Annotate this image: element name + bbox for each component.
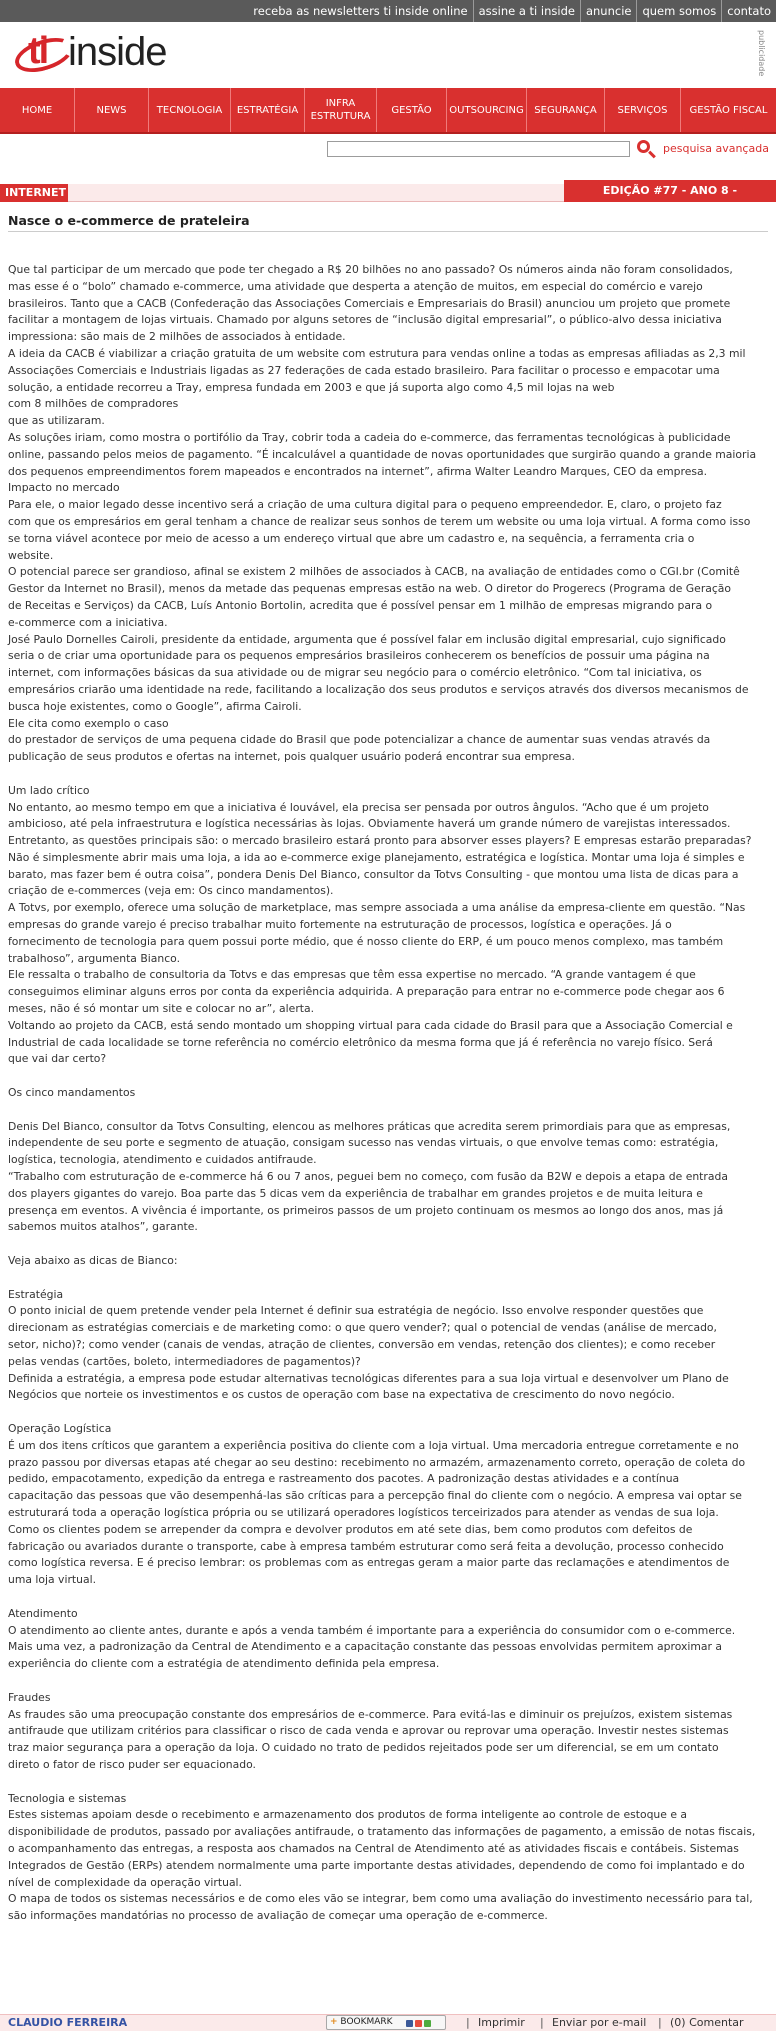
footer-separator: |	[540, 2016, 544, 2029]
article-line: pelas vendas (cartões, boleto, intermediadores de pagamentos)?	[8, 1354, 361, 1368]
article-line: Gestor da Internet no Brasil), menos da metade das pequenas empresas estão na web. O diretor do Progerecs (Programa de Geração	[8, 582, 732, 596]
blank-line	[8, 1774, 772, 1791]
article-line: É um dos itens críticos que garantem a experiência positiva do cliente com a loja virtual. Uma mercadoria entregue corretamente e no	[8, 1438, 739, 1452]
article-line: com que os empresários em geral tenham a chance de realizar seus sonhos de terem um website ou uma loja virtual. A forma como isso	[8, 514, 751, 528]
article-line: barato, mas fazer bem é outra coisa”, pondera Denis Del Bianco, consultor da Totvs Consulting - que montou uma lista de dicas para a	[8, 867, 739, 881]
article-line: estruturará toda a operação logística própria ou se utilizará operadores logísticos terceirizados para atender as vendas de sua loja.	[8, 1505, 719, 1519]
article-line: independente de seu porte e segmento de atuação, consigam sucesso nas vendas virtuais, o que envolve temas como: estratégia,	[8, 1136, 719, 1150]
logo-ti-text: ti	[28, 30, 48, 72]
article-line: Ele cita como exemplo o caso	[8, 716, 169, 730]
article-line: e-commerce com a iniciativa.	[8, 615, 168, 629]
newsletter-link[interactable]: receba as newsletters ti inside online	[253, 4, 468, 18]
article-line: capacitação das pessoas que vão desempenhá-las são críticas para a percepção final do cliente com o negócio. A empresa vai optar se	[8, 1489, 742, 1503]
contact-link[interactable]: contato	[721, 0, 776, 22]
article-line: facilitar a montagem de lojas virtuais. Chamado por alguns setores de “inclusão digital empresarial”, o público-alvo dessa iniciativa	[8, 313, 722, 327]
search-input[interactable]	[327, 141, 630, 157]
article-line: A Totvs, por exemplo, oferece uma solução de marketplace, mas sempre associada a uma análise da empresa-cliente em questão. “Nas	[8, 901, 746, 915]
article-line: meses, não é só montar um site e colocar no ar”, alerta.	[8, 1002, 315, 1016]
article-line: Industrial de cada localidade se torne referência no comércio eletrônico da mesma forma que já é referência no varejo físico. Será	[8, 1035, 713, 1049]
top-utility-bar	[0, 0, 776, 22]
article-line: direcionam as estratégias comerciais e de marketing como: o que quero vender?; qual o potencial de vendas (análise de mercado,	[8, 1321, 717, 1335]
bookmark-button[interactable]	[326, 2015, 446, 2030]
article-line: O mapa de todos os sistemas necessários e de como eles vão se integrar, bem como uma avaliação do investimento necessário para tal,	[8, 1892, 753, 1906]
article-line: Os cinco mandamentos	[8, 1086, 136, 1100]
print-link[interactable]: Imprimir	[478, 2016, 525, 2029]
ad-label-text: publicidade	[757, 30, 766, 77]
search-icon[interactable]	[636, 139, 656, 159]
article-line: Estratégia	[8, 1287, 64, 1301]
article-line: empresários criarão uma identidade na rede, facilitando a localização dos seus produtos e serviços através dos diversos mecanismos de	[8, 682, 749, 696]
author-link[interactable]: CLAUDIO FERREIRA	[8, 2016, 128, 2029]
social-icon-red	[415, 2020, 422, 2027]
article-line: Negócios que norteie os investimentos e os custos de operação com base na expectativa de crescimento do novo negócio.	[8, 1388, 675, 1402]
blank-line	[8, 1589, 772, 1606]
article-line: Impacto no mercado	[8, 481, 120, 495]
edition-tag: EDIÇÃO #77 - ANO 8 - MARÇO/2012	[564, 180, 776, 202]
bookmark-label: BOOKMARK	[340, 2017, 393, 2027]
section-tag[interactable]: INTERNET	[0, 184, 68, 202]
article-line: nível de complexidade da operação virtual.	[8, 1875, 242, 1889]
social-icons	[406, 2019, 442, 2027]
article-line: Atendimento	[8, 1606, 78, 1620]
article-line: Um lado crítico	[8, 783, 90, 797]
article-line: Entretanto, as questões principais são: o mercado brasileiro estará pronto para absorver esses players? E empresas estarão preparadas?	[8, 834, 752, 848]
article-line: Integrados de Gestão (ERPs) atendem normalmente uma parte importante destas atividades, dependendo de como foi implantado e do	[8, 1858, 745, 1872]
top-links	[248, 0, 776, 22]
blank-line	[8, 766, 772, 783]
social-icon-green	[424, 2020, 431, 2027]
article-line: do prestador de serviços de uma pequena cidade do Brasil que pode potencializar a chance de aumentar suas vendas através da	[8, 733, 711, 747]
article-line: Para ele, o maior legado desse incentivo será a criação de uma cultura digital para o pequeno empreendedor. E, claro, o projeto faz	[8, 498, 722, 512]
site-logo[interactable]	[14, 30, 214, 78]
article-line: Ele ressalta o trabalho de consultoria da Totvs e das empresas que têm essa expertise no mercado. “A grande vantagem é que	[8, 968, 696, 982]
article-line: Tecnologia e sistemas	[8, 1791, 127, 1805]
title-divider	[8, 231, 768, 232]
article-line: Denis Del Bianco, consultor da Totvs Consulting, elencou as melhores práticas que acredita serem primordiais para que as empresas,	[8, 1119, 731, 1133]
article-line: online, passando pelos meios de pagamento. “É incalculável a quantidade de novas oportunidades que surgirão quando a grande maioria	[8, 447, 757, 461]
article-line: O potencial parece ser grandioso, afinal se existem 2 milhões de associados à CACB, na avaliação de entidades como o CGI.br (Comitê	[8, 565, 740, 579]
article-line: Voltando ao projeto da CACB, está sendo montado um shopping virtual para cada cidade do Brasil para que a Associação Comercial e	[8, 1018, 733, 1032]
footer-separator: |	[658, 2016, 662, 2029]
blank-line	[8, 1068, 772, 1085]
article-line: empresas do grande varejo é preciso trabalhar muito fortemente na estruturação de processos, logística e operações. Já o	[8, 918, 672, 932]
article-line: traz maior segurança para a operação da loja. O cuidado no trato de pedidos rejeitados pode ser um diferencial, se em um contato	[8, 1741, 719, 1755]
nav-item-seguranca[interactable]: SEGURANÇA	[526, 88, 604, 132]
article-body	[8, 262, 772, 1925]
article-line: são informações mandatórias no processo de avaliação de começar uma operação de e-commerce.	[8, 1909, 548, 1923]
article-line: Mais uma vez, a padronização da Central de Atendimento e a capacitação constante das pessoas envolvidas permitem aproximar a	[8, 1640, 722, 1654]
article-line: brasileiros. Tanto que a CACB (Confederação das Associações Comerciais e Empresariais do Brasil) anunciou um projeto que promete	[8, 296, 731, 310]
blank-line	[8, 1404, 772, 1421]
subscribe-link[interactable]: assine a ti inside	[473, 0, 580, 22]
article-line: solução, a entidade recorreu a Tray, empresa fundada em 2003 e que já suporta algo como 4,5 mil lojas na web	[8, 380, 615, 394]
article-line: prazo passou por diversas etapas até chegar ao seu destino: recebimento no armazém, armazenamento correto, operação de coleta do	[8, 1455, 746, 1469]
article-line: Veja abaixo as dicas de Bianco:	[8, 1254, 178, 1268]
article-line: Que tal participar de um mercado que pode ter chegado a R$ 20 bilhões no ano passado? Os números ainda não foram consolidados,	[8, 263, 733, 276]
article-line: seria o de criar uma oportunidade para os pequenos empresários brasileiros conhecerem os benefícios de possuir uma página na	[8, 649, 710, 663]
article-line: de Receitas e Serviços) da CACB, Luís Antonio Bortolin, acredita que é possível pensar em 1 milhão de empresas migrando para o	[8, 598, 713, 612]
article-line: Associações Comerciais e Industriais ligadas as 27 federações de cada estado brasileiro. Para facilitar o processo e empacotar uma	[8, 363, 720, 377]
nav-item-home[interactable]: HOME	[21, 104, 53, 116]
article-line: impressiona: são mais de 2 milhões de associados à entidade.	[8, 330, 346, 344]
article-line: Estes sistemas apoiam desde o recebimento e armazenamento dos produtos de forma inteligente ao controle de estoque e a	[8, 1808, 688, 1822]
blank-line	[8, 1673, 772, 1690]
nav-item-servicos[interactable]: SERVIÇOS	[604, 88, 680, 132]
advertise-link[interactable]: anuncie	[580, 0, 637, 22]
article-line: criação de e-commerces (veja em: Os cinco mandamentos).	[8, 884, 334, 898]
nav-item-outsourcing[interactable]: OUTSOURCING	[446, 88, 526, 132]
article-line: As soluções iriam, como mostra o portifólio da Tray, cobrir toda a cadeia do e-commerce, das ferramentas tecnológicas à publicidade	[8, 430, 731, 444]
article-line: A ideia da CACB é viabilizar a criação gratuita de um website com estrutura para vendas online a todas as empresas afiliadas as 2,3 mil	[8, 346, 746, 360]
nav-item-gestao[interactable]: GESTÃO	[376, 88, 446, 132]
nav-item-infraestrutura[interactable]: INFRA ESTRUTURA	[304, 88, 376, 132]
article-line: como logística reversa. E é preciso lembrar: os problemas com as entregas geram a maior parte das reclamações e atendimentos de	[8, 1556, 730, 1570]
article-line: trabalhoso”, argumenta Bianco.	[8, 951, 181, 965]
blank-line	[8, 1102, 772, 1119]
footer-separator: |	[466, 2016, 470, 2029]
blank-line	[8, 1236, 772, 1253]
article-line: fornecimento de tecnologia para quem possui porte médio, que é nosso cliente do ERP, é um pouco menos complexo, mas também	[8, 934, 724, 948]
article-line: O atendimento ao cliente antes, durante e após a venda também é importante para a experiência do consumidor com o e-commerce.	[8, 1623, 736, 1637]
article-line: experiência do cliente com a estratégia de atendimento definida pela empresa.	[8, 1657, 440, 1671]
article-line: se torna viável acontece por meio de acesso a um endereço virtual que abre um cadastro e, na sequência, a ferramenta cria o	[8, 531, 695, 545]
article-line: disponibilidade de produtos, passado por avaliações antifraude, o tratamento das informações de pagamento, a emissão de notas fiscais,	[8, 1825, 756, 1839]
article-line: “Trabalho com estruturação de e-commerce há 6 ou 7 anos, peguei bem no começo, com fusão da B2W e depois a etapa de entrada	[8, 1170, 728, 1184]
comment-link[interactable]: (0) Comentar	[670, 2016, 744, 2029]
nav-item-estrategia[interactable]: ESTRATÉGIA	[230, 88, 304, 132]
article-line: O ponto inicial de quem pretende vender pela Internet é definir sua estratégia de negócio. Isso envolve responder questões que	[8, 1304, 704, 1318]
article-line: conseguimos eliminar alguns erros por conta da experiência adquirida. A preparação para entrar no e-commerce pode chegar aos 6	[8, 985, 725, 999]
about-us-link[interactable]: quem somos	[636, 0, 721, 22]
nav-item-gestao-fiscal[interactable]: GESTÃO FISCAL	[680, 88, 776, 132]
social-icon-blue	[406, 2020, 413, 2027]
bookmark-plus-icon: +	[330, 2017, 338, 2027]
search-handle-shape	[648, 151, 656, 159]
nav-item-tecnologia[interactable]: TECNOLOGIA	[148, 88, 230, 132]
main-navigation	[0, 88, 776, 134]
article-line: logística, tecnologia, atendimento e cuidados antifraude.	[8, 1153, 317, 1167]
article-line: setor, nicho)?; como vender (canais de vendas, atração de clientes, conversão em vendas, retenção dos clientes); e como receber	[8, 1338, 716, 1351]
article-line: ambicioso, até pela infraestrutura e logística necessárias às lojas. Obviamente haverá um grande número de varejistas interessados.	[8, 817, 731, 831]
article-line: Não é simplesmente abrir mais uma loja, a ida ao e-commerce exige planejamento, estratégica e logística. Montar uma loja é simples e	[8, 850, 745, 864]
email-link[interactable]: Enviar por e-mail	[552, 2016, 647, 2029]
article-line: As fraudes são uma preocupação constante dos empresários de e-commerce. Para evitá-las e diminuir os prejuízos, existem sistemas	[8, 1707, 733, 1721]
article-line: com 8 milhões de compradores	[8, 397, 179, 411]
article-line: Como os clientes podem se arrepender da compra e devolver produtos em até sete dias, bem como produtos com defeitos de	[8, 1522, 693, 1536]
blank-line	[8, 1270, 772, 1287]
article-line: o acompanhamento das entregas, a resposta aos chamados na Central de Atendimento até as atividades fiscais e contábeis. Sistemas	[8, 1841, 739, 1855]
ad-label	[757, 30, 771, 90]
article-line: uma loja virtual.	[8, 1573, 97, 1587]
article-line: Definida a estratégia, a empresa pode estudar alternativas tecnológicas diferentes para a sua loja virtual e desenvolver um Plano de	[8, 1371, 729, 1385]
nav-item-news[interactable]: NEWS	[74, 88, 148, 132]
article-line: José Paulo Dornelles Cairoli, presidente da entidade, argumenta que é possível falar em inclusão digital empresarial, cujo significado	[8, 632, 726, 646]
article-line: presença em eventos. A vivência é importante, os primeiros passos de um projeto continuam os mesmos ao longo dos anos, mas já	[8, 1203, 724, 1217]
article-line: publicação de seus produtos e ofertas na internet, pois qualquer usuário poderá encontrar sua empresa.	[8, 750, 575, 764]
article-line: que as utilizaram.	[8, 414, 105, 428]
article-line: Fraudes	[8, 1690, 51, 1704]
article-line: mas esse é o “bolo” chamado e-commerce, uma atividade que desperta a atenção de muitos, em especial do comércio e varejo	[8, 279, 703, 293]
article-line: dos players gigantes do varejo. Boa parte das 5 dicas vem da experiência de trabalhar em grandes projetos e de muita leitura e	[8, 1186, 703, 1200]
article-line: que vai dar certo?	[8, 1052, 107, 1066]
article-line: No entanto, ao mesmo tempo em que a iniciativa é louvável, ela precisa ser pensada por outros ângulos. “Acho que é um projeto	[8, 800, 709, 814]
article-line: pedido, empacotamento, expedição da entrega e rastreamento dos pacotes. A padronização destas atividades e a contínua	[8, 1472, 680, 1486]
advanced-search-link[interactable]: pesquisa avançada	[663, 142, 769, 155]
article-line: Operação Logística	[8, 1421, 112, 1435]
article-line: busca hoje existentes, como o Google”, afirma Cairoli.	[8, 699, 302, 713]
article-line: sabemos muitos atalhos”, garante.	[8, 1220, 198, 1234]
article-line: internet, com informações básicas da sua atividade ou de migrar seu negócio para o comércio eletrônico. “Com tal iniciativa, os	[8, 666, 702, 680]
logo-inside-text: inside	[68, 30, 167, 74]
article-line: fabricação ou avariados durante o transporte, cabe à empresa também estruturar como será feita a devolução, processo conhecido	[8, 1539, 724, 1553]
article-line: website.	[8, 548, 54, 562]
article-line: antifraude que utilizam critérios para classificar o risco de cada venda e aprovar ou reprovar uma operação. Investir nestes sistemas	[8, 1724, 729, 1738]
article-title: Nasce o e-commerce de prateleira	[8, 213, 250, 228]
article-line: dos pequenos empreendimentos forem mapeados e encontrados na internet”, afirma Walter Leandro Marques, CEO da empresa.	[8, 464, 708, 478]
article-line: direto o fator de risco puder ser equacionado.	[8, 1757, 256, 1771]
